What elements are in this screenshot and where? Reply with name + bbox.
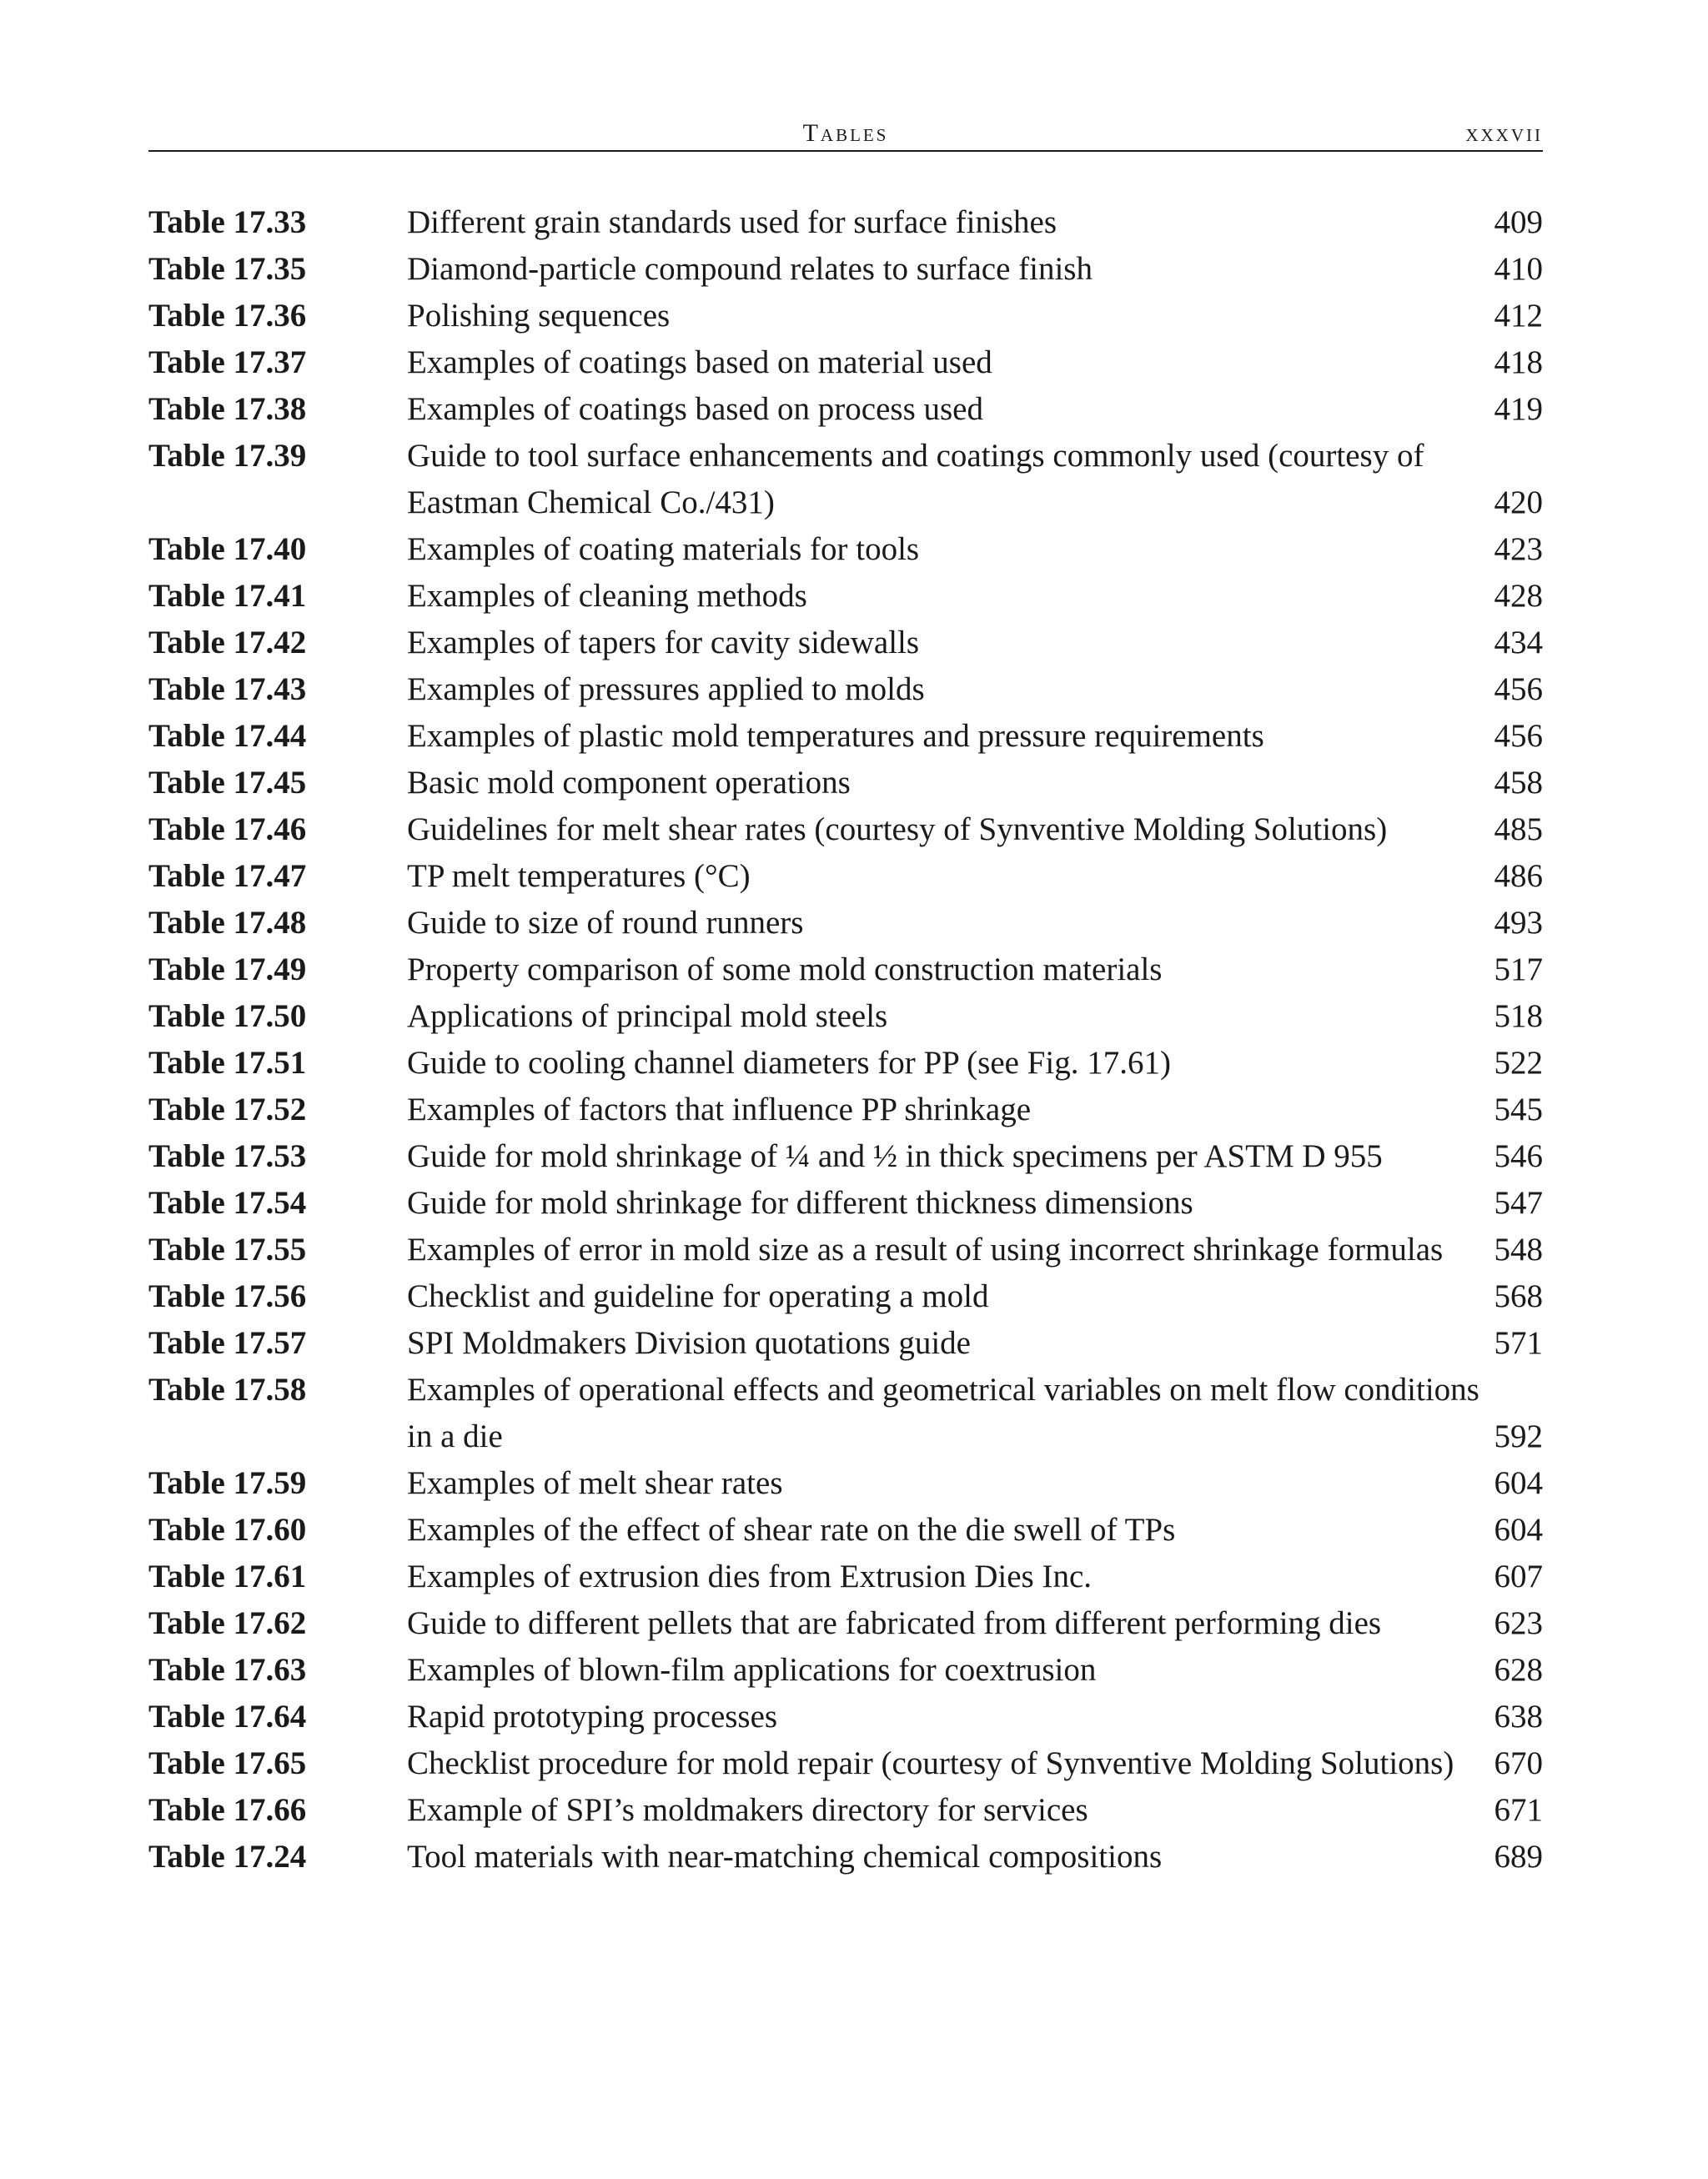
table-entry-page: 409	[1494, 204, 1543, 240]
table-entry	[148, 573, 1543, 620]
table-entry-title: Examples of blown-film applications for coextrusion	[407, 1652, 1097, 1688]
table-entry-page: 522	[1494, 1045, 1543, 1081]
table-entry-page: 419	[1494, 391, 1543, 427]
table-entry	[148, 1133, 1543, 1180]
table-entry-title: SPI Moldmakers Division quotations guide	[407, 1325, 971, 1361]
table-entry-page: 546	[1494, 1138, 1543, 1174]
table-entry-title: Examples of the effect of shear rate on the die swell of TPs	[407, 1512, 1176, 1548]
table-entry-page: 545	[1494, 1092, 1543, 1127]
table-entry-page: 547	[1494, 1185, 1543, 1221]
table-entry-label: Table 17.65	[148, 1745, 307, 1781]
table-entry-label: Table 17.52	[148, 1092, 307, 1127]
table-entry-title: Tool materials with near-matching chemical compositions	[407, 1839, 1163, 1875]
table-entry-title: Different grain standards used for surface finishes	[407, 204, 1057, 240]
table-entry-label: Table 17.44	[148, 718, 307, 754]
table-entry-label: Table 17.36	[148, 298, 307, 334]
table-entry-title: Applications of principal mold steels	[407, 998, 888, 1034]
table-entry	[148, 386, 1543, 433]
table-entry	[148, 1040, 1543, 1087]
table-entry-title: Examples of coatings based on material used	[407, 344, 992, 380]
table-entry-label: Table 17.33	[148, 204, 307, 240]
table-entry	[148, 760, 1543, 806]
table-entry	[148, 1087, 1543, 1133]
table-entry-page: 428	[1494, 578, 1543, 614]
table-entry-label: Table 17.62	[148, 1605, 307, 1641]
table-entry-title: Examples of coatings based on process used	[407, 391, 983, 427]
table-entry	[148, 993, 1543, 1040]
table-entry-label: Table 17.43	[148, 671, 307, 707]
table-entry-title: Guide to different pellets that are fabricated from different performing dies	[407, 1605, 1382, 1641]
table-entry-page: 412	[1494, 298, 1543, 334]
table-entry-label: Table 17.63	[148, 1652, 307, 1688]
table-entry-label: Table 17.64	[148, 1699, 307, 1735]
table-entry-title: Property comparison of some mold construction materials	[407, 951, 1163, 987]
table-entry	[148, 246, 1543, 293]
table-entry-title: TP melt temperatures (°C)	[407, 858, 751, 894]
table-entry-label: Table 17.39	[148, 438, 307, 474]
table-entry-page: 486	[1494, 858, 1543, 894]
table-entry-label: Table 17.40	[148, 531, 307, 567]
table-entry-title: Examples of factors that influence PP shrinkage	[407, 1092, 1032, 1127]
table-entry-label: Table 17.61	[148, 1559, 307, 1594]
table-entry-title: Basic mold component operations	[407, 765, 851, 801]
table-entry-label: Table 17.58	[148, 1372, 307, 1408]
table-entry-title: Examples of coating materials for tools	[407, 531, 920, 567]
table-entry	[148, 1787, 1543, 1834]
table-entry-page: 456	[1494, 671, 1543, 707]
table-entry-page: 689	[1494, 1839, 1543, 1875]
table-entry-page: 420	[1494, 485, 1543, 520]
running-title: Tables	[802, 119, 889, 147]
table-entry-page: 607	[1494, 1559, 1543, 1594]
table-entry-title: Guide to cooling channel diameters for PP (see Fig. 17.61)	[407, 1045, 1171, 1081]
table-entry-label: Table 17.42	[148, 625, 307, 660]
table-entry-title: Examples of pressures applied to molds	[407, 671, 925, 707]
table-entry-label: Table 17.37	[148, 344, 307, 380]
table-entry-page: 423	[1494, 531, 1543, 567]
table-entry	[148, 433, 1543, 526]
table-entry	[148, 1554, 1543, 1600]
table-entry-page: 456	[1494, 718, 1543, 754]
table-entry-label: Table 17.38	[148, 391, 307, 427]
table-entry-label: Table 17.57	[148, 1325, 307, 1361]
table-entry-title: Examples of extrusion dies from Extrusion Dies Inc.	[407, 1559, 1092, 1594]
table-entry-page: 418	[1494, 344, 1543, 380]
table-entry-page: 623	[1494, 1605, 1543, 1641]
table-entry	[148, 620, 1543, 666]
table-entry	[148, 1600, 1543, 1647]
table-entry	[148, 199, 1543, 246]
table-entry-page: 518	[1494, 998, 1543, 1034]
table-entry-label: Table 17.41	[148, 578, 307, 614]
table-entry	[148, 1180, 1543, 1227]
table-entry-page: 638	[1494, 1699, 1543, 1735]
table-entry-title: Guidelines for melt shear rates (courtesy of Synventive Molding Solutions)	[407, 811, 1388, 847]
table-entry-label: Table 17.45	[148, 765, 307, 801]
table-entry	[148, 1460, 1543, 1507]
table-entry-page: 485	[1494, 811, 1543, 847]
table-entry-label: Table 17.49	[148, 951, 307, 987]
running-page-number: xxxvii	[1465, 119, 1543, 147]
table-entry-page: 604	[1494, 1512, 1543, 1548]
table-entry-title: Examples of tapers for cavity sidewalls	[407, 625, 920, 660]
table-entry-page: 628	[1494, 1652, 1543, 1688]
table-entry-page: 568	[1494, 1278, 1543, 1314]
table-entry	[148, 946, 1543, 993]
table-entry-title: Guide for mold shrinkage of ¼ and ½ in thick specimens per ASTM D 955	[407, 1138, 1383, 1174]
table-entry-page: 670	[1494, 1745, 1543, 1781]
table-entry-label: Table 17.55	[148, 1232, 307, 1268]
table-entry-title: Guide to size of round runners	[407, 905, 804, 941]
table-entry-title: Rapid prototyping processes	[407, 1699, 778, 1735]
table-entry-label: Table 17.53	[148, 1138, 307, 1174]
table-entry-label: Table 17.24	[148, 1839, 307, 1875]
table-entry-title: Examples of operational effects and geometrical variables on melt flow conditions in a die	[407, 1372, 1479, 1454]
table-entry-label: Table 17.60	[148, 1512, 307, 1548]
table-entry-title: Examples of cleaning methods	[407, 578, 807, 614]
table-entry-title: Checklist and guideline for operating a mold	[407, 1278, 989, 1314]
table-entry-label: Table 17.47	[148, 858, 307, 894]
table-entry-title: Examples of plastic mold temperatures and pressure requirements	[407, 718, 1264, 754]
table-entry-page: 517	[1494, 951, 1543, 987]
table-entry-label: Table 17.48	[148, 905, 307, 941]
table-entry	[148, 1367, 1543, 1460]
table-entry-label: Table 17.56	[148, 1278, 307, 1314]
table-entry	[148, 1227, 1543, 1273]
table-entry-page: 434	[1494, 625, 1543, 660]
table-entry	[148, 1320, 1543, 1367]
table-entry-label: Table 17.51	[148, 1045, 307, 1081]
table-entry	[148, 853, 1543, 900]
table-entry	[148, 713, 1543, 760]
table-entry	[148, 1740, 1543, 1787]
table-entry	[148, 1273, 1543, 1320]
table-entry	[148, 526, 1543, 573]
table-entry-label: Table 17.50	[148, 998, 307, 1034]
table-entry	[148, 1694, 1543, 1740]
table-entry-page: 571	[1494, 1325, 1543, 1361]
table-entry-title: Example of SPI’s moldmakers directory for services	[407, 1792, 1088, 1828]
table-entry	[148, 1647, 1543, 1694]
table-entry-page: 458	[1494, 765, 1543, 801]
table-entry-label: Table 17.54	[148, 1185, 307, 1221]
table-entry-page: 671	[1494, 1792, 1543, 1828]
table-entry-page: 410	[1494, 251, 1543, 287]
table-entry	[148, 806, 1543, 853]
running-head	[148, 117, 1543, 152]
table-entry-page: 604	[1494, 1465, 1543, 1501]
table-entry-page: 592	[1494, 1418, 1543, 1454]
table-entry-title: Guide for mold shrinkage for different thickness dimensions	[407, 1185, 1193, 1221]
table-entry	[148, 1834, 1543, 1880]
table-entry-title: Examples of error in mold size as a result of using incorrect shrinkage formulas	[407, 1232, 1444, 1268]
table-entry-label: Table 17.59	[148, 1465, 307, 1501]
table-entry-title: Diamond-particle compound relates to surface finish	[407, 251, 1093, 287]
table-entry	[148, 900, 1543, 946]
table-entry-label: Table 17.35	[148, 251, 307, 287]
table-entry-page: 548	[1494, 1232, 1543, 1268]
table-entry	[148, 339, 1543, 386]
table-entry-title: Guide to tool surface enhancements and coatings commonly used (courtesy of Eastman Chemical Co./431)	[407, 438, 1424, 520]
table-entry	[148, 1507, 1543, 1554]
table-entry-label: Table 17.46	[148, 811, 307, 847]
table-entry	[148, 666, 1543, 713]
table-entry-title: Polishing sequences	[407, 298, 671, 334]
table-list	[148, 199, 1543, 1880]
table-entry	[148, 293, 1543, 339]
table-entry-label: Table 17.66	[148, 1792, 307, 1828]
table-entry-title: Examples of melt shear rates	[407, 1465, 783, 1501]
table-entry-page: 493	[1494, 905, 1543, 941]
table-entry-title: Checklist procedure for mold repair (courtesy of Synventive Molding Solutions)	[407, 1745, 1454, 1781]
